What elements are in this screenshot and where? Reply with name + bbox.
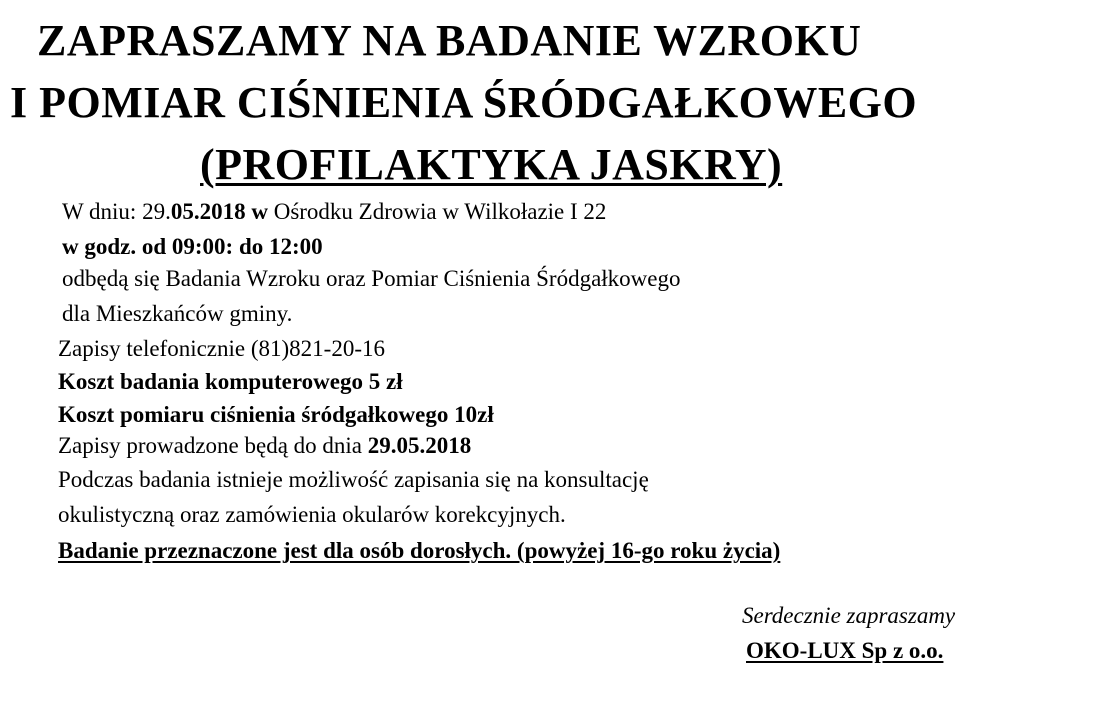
headline-line-3: (PROFILAKTYKA JASKRY) (200, 140, 783, 189)
cost-pressure-line: Koszt pomiaru ciśnienia śródgałkowego 10zł (58, 402, 494, 427)
location: Ośrodku Zdrowia w Wilkołazie I 22 (267, 199, 607, 224)
deadline-date: 29.05.2018 (367, 433, 472, 458)
audience-line: dla Mieszkańców gminy. (62, 301, 293, 326)
consultation-line-2: okulistyczną oraz zamówienia okularów korekcyjnych. (58, 502, 566, 527)
consultation-line-1: Podczas badania istnieje możliwość zapisania się na konsultację (58, 467, 649, 492)
headline-line-1: ZAPRASZAMY NA BADANIE WZROKU (37, 16, 862, 65)
deadline-line (58, 432, 471, 460)
date-prefix: W dniu: 29. (62, 199, 171, 224)
deadline-prefix: Zapisy prowadzone będą do dnia (58, 433, 368, 458)
exams-line: odbędą się Badania Wzroku oraz Pomiar Ciśnienia Śródgałkowego (62, 266, 681, 291)
cost-computer-line: Koszt badania komputerowego 5 zł (58, 369, 403, 394)
phone-line: Zapisy telefonicznie (81)821-20-16 (58, 336, 385, 361)
headline-line-2: I POMIAR CIŚNIENIA ŚRÓDGAŁKOWEGO (10, 78, 918, 127)
adults-only-line: Badanie przeznaczone jest dla osób dorosłych. (powyżej 16-go roku życia) (58, 538, 781, 563)
date-bold: 05.2018 w (170, 199, 268, 224)
date-location-line (62, 198, 606, 226)
company-name: OKO-LUX Sp z o.o. (746, 638, 944, 663)
hours-line: w godz. od 09:00: do 12:00 (62, 234, 323, 259)
greeting: Serdecznie zapraszamy (742, 603, 956, 628)
